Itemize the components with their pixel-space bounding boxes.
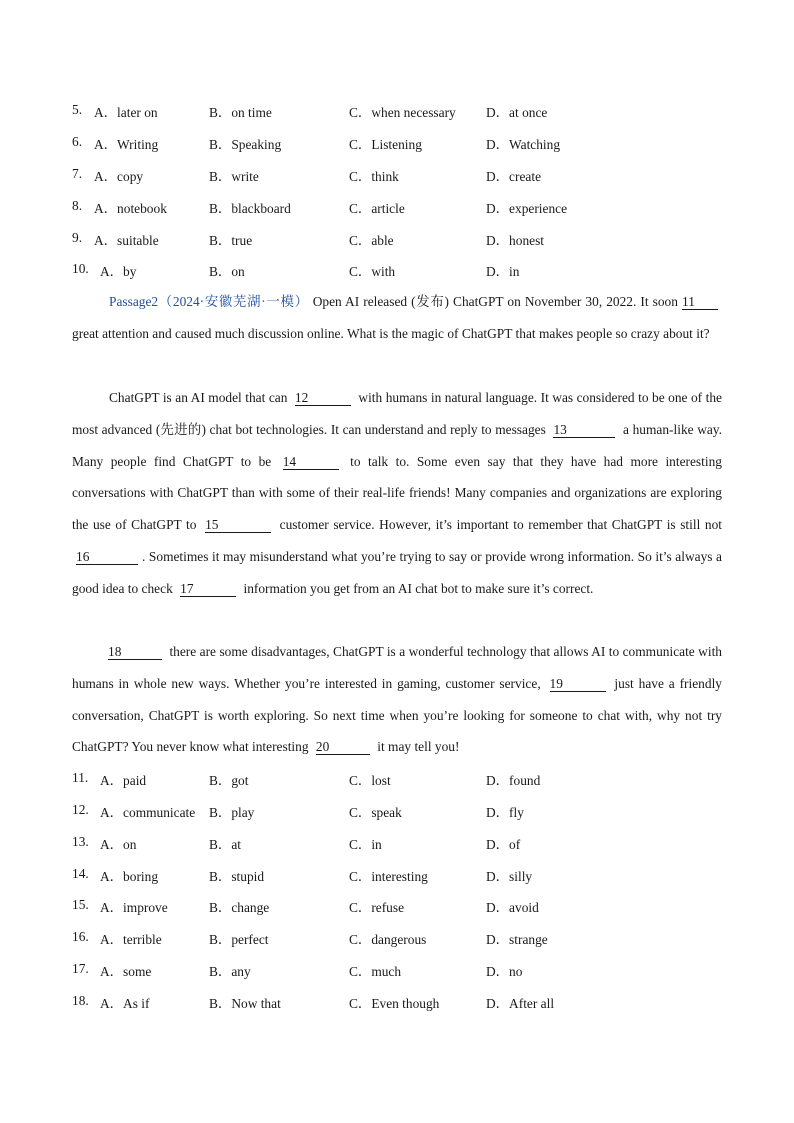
blank-13: 13 [553,422,615,438]
option-a: A．copy [94,169,144,184]
option-d: D．create [486,169,542,184]
passage-text: there are some disadvantages, ChatGPT is a wonderful technology that allows AI to communicate with humans in whole new ways. Whether you’re interested in gaming, customer service, [72,644,722,691]
passage-source-label: Passage2（2024·安徽芜湖·一模） [109,294,309,309]
option-row-6 [72,134,732,154]
option-b: B．write [209,169,259,184]
blank-11: 11 [682,294,718,310]
option-c: C．lost [349,773,391,788]
passage-text: ChatGPT is an AI model that can [109,390,288,405]
question-number: 9. [72,230,83,245]
option-a: A．on [100,837,137,852]
option-row-9 [72,230,732,250]
option-b: B．change [209,900,270,915]
option-d: D．fly [486,805,524,820]
blank-20: 20 [316,739,370,755]
blank-18: 18 [108,644,162,660]
option-d: D．in [486,264,520,279]
option-a: A．later on [94,105,158,120]
option-d: D．avoid [486,900,539,915]
option-b: B．any [209,964,251,979]
option-c: C．when necessary [349,105,456,120]
option-a: A．communicate [100,805,196,820]
blank-16: 16 [76,549,138,565]
passage-paragraph-1 [72,286,722,350]
passage-text: a human-like way. Many people find ChatGPT to be [72,421,722,469]
option-b: B．perfect [209,932,269,947]
option-a: A．As if [100,996,150,1011]
option-row-10 [72,261,732,281]
option-row-5 [72,102,732,122]
option-row-16 [72,929,732,949]
option-c: C．speak [349,805,402,820]
option-d: D．Watching [486,137,561,152]
option-c: C．dangerous [349,932,427,947]
option-b: B．got [209,773,249,788]
question-number: 15. [72,897,89,912]
option-b: B．play [209,805,255,820]
option-d: D．honest [486,233,545,248]
option-a: A．notebook [94,201,167,216]
passage-text: customer service. However, it’s important to remember that ChatGPT is still not [279,517,723,533]
passage-text: great attention and caused much discussion online. What is the magic of ChatGPT that makes people so crazy about it? [72,325,710,341]
question-number: 14. [72,866,89,881]
option-c: C．in [349,837,382,852]
option-row-18 [72,993,732,1013]
option-c: C．much [349,964,402,979]
option-row-11 [72,770,732,790]
passage-text: information you get from an AI chat bot to make sure it’s correct. [243,580,594,596]
option-b: B．blackboard [209,201,291,216]
option-row-15 [72,897,732,917]
blank-15: 15 [205,517,271,533]
option-row-8 [72,198,732,218]
option-c: C．with [349,264,396,279]
option-row-7 [72,166,732,186]
passage-paragraph-2 [72,382,722,605]
passage-text: Open AI released (发布) ChatGPT on November 30, 2022. It soon [312,294,678,309]
option-b: B．on time [209,105,272,120]
option-d: D．at once [486,105,548,120]
option-a: A．some [100,964,152,979]
option-row-12 [72,802,732,822]
option-b: B．Speaking [209,137,282,152]
question-number: 13. [72,834,89,849]
option-d: D．of [486,837,521,852]
question-number: 6. [72,134,83,149]
option-a: A．suitable [94,233,159,248]
option-d: D．found [486,773,541,788]
option-d: D．no [486,964,523,979]
option-b: B．Now that [209,996,281,1011]
question-number: 17. [72,961,89,976]
option-c: C．think [349,169,399,184]
option-c: C．Listening [349,137,422,152]
option-c: C．article [349,201,405,216]
option-d: D．After all [486,996,555,1011]
question-number: 7. [72,166,83,181]
option-a: A．terrible [100,932,162,947]
option-a: A．by [100,264,137,279]
option-d: D．strange [486,932,548,947]
option-b: B．true [209,233,253,248]
option-row-17 [72,961,732,981]
option-c: C．Even though [349,996,440,1011]
option-c: C．refuse [349,900,405,915]
option-row-14 [72,866,732,886]
option-row-13 [72,834,732,854]
passage-text: to talk to. Some even say that they have had more interesting conversations with ChatGPT than with some of their real-life friends! Many companies and organizations are exploring the use of ChatGPT to [72,453,722,533]
option-a: A．Writing [94,137,159,152]
option-b: B．on [209,264,245,279]
question-number: 12. [72,802,89,817]
question-number: 8. [72,198,83,213]
blank-19: 19 [550,676,606,692]
option-d: D．experience [486,201,568,216]
passage-text: just have a friendly conversation, ChatGPT is worth exploring. So next time when you’re looking for someone to chat with, why not try ChatGPT? You never know what interesting [72,675,722,755]
question-number: 18. [72,993,89,1008]
option-a: A．boring [100,869,159,884]
blank-14: 14 [283,454,339,470]
question-number: 16. [72,929,89,944]
passage-text: it may tell you! [377,739,460,755]
question-number: 11. [72,770,89,785]
question-number: 10. [72,261,89,276]
option-b: B．stupid [209,869,265,884]
blank-17: 17 [180,581,236,597]
option-c: C．able [349,233,394,248]
option-a: A．paid [100,773,147,788]
option-d: D．silly [486,869,533,884]
passage-text: with humans in natural language. It was considered to be one of the most advanced (先进的) chat bot technologies. It can understand and reply to messages [72,390,722,437]
option-b: B．at [209,837,241,852]
option-c: C．interesting [349,869,428,884]
option-a: A．improve [100,900,168,915]
passage-text: . Sometimes it may misunderstand what you’re trying to say or provide wrong information. So it’s always a good idea to check [72,548,722,596]
question-number: 5. [72,102,83,117]
passage-paragraph-3 [72,636,722,763]
blank-12: 12 [295,390,351,406]
